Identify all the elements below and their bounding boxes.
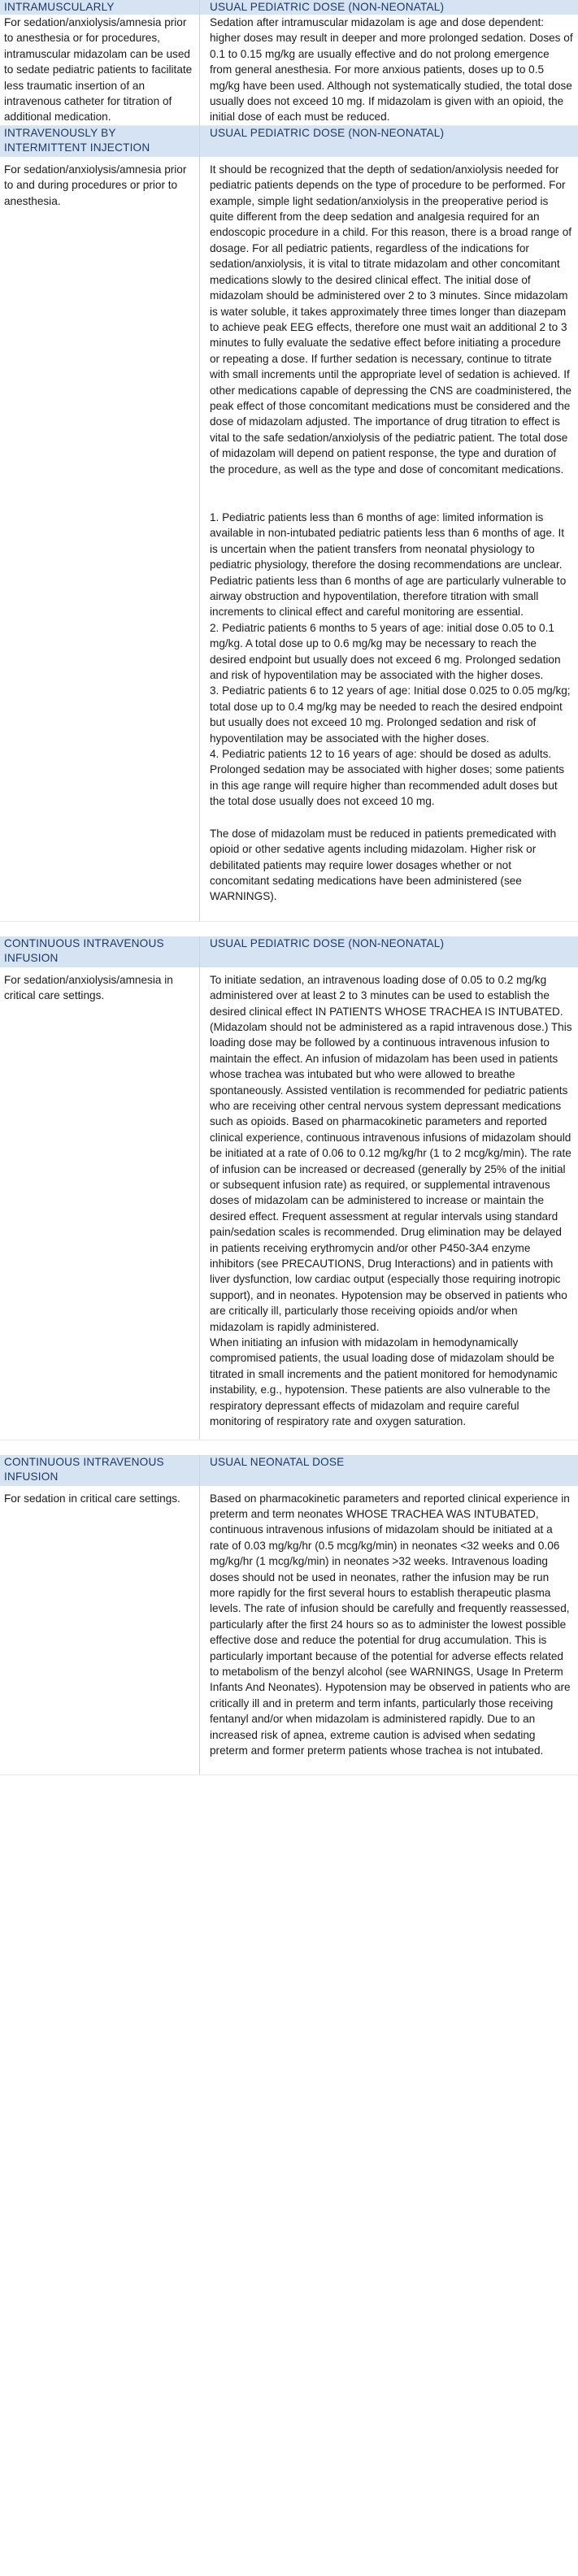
indication-text: For sedation/anxiolysis/amnesia in critical care settings. — [0, 967, 200, 1440]
dose-text — [200, 15, 578, 125]
section-continuous-infusion-neonatal — [0, 1455, 578, 1776]
section-body — [0, 967, 578, 1440]
indication-text: For sedation/anxiolysis/amnesia prior to and during procedures or prior to anesthesia. — [0, 157, 200, 921]
section-continuous-infusion-pediatric — [0, 936, 578, 1440]
section-header — [0, 126, 578, 157]
dose-text — [200, 157, 578, 921]
dose-paragraph: It should be recognized that the depth of sedation/anxiolysis needed for pediatric patients depends on the type of procedure to be performed. For example, simple light sedation/anxiolysis in the preoperative period is quite different from the deep sedation and analgesia required for an endoscopic procedure in a child. For this reason, there is a broad range of dosage. For all pediatric patients, regardless of the indications for sedation/anxiolysis, it is vital to titrate midazolam and other concomitant medications slowly to the desired clinical effect. The initial dose of midazolam should be administered over 2 to 3 minutes. Since midazolam is water soluble, it takes approximately three times longer than diazepam to achieve peak EEG effects, therefore one must wait an additional 2 to 3 minutes to fully evaluate the sedative effect before initiating a procedure or repeating a dose. If further sedation is necessary, continue to titrate with small increments until the appropriate level of sedation is achieved. If other medications capable of depressing the CNS are coadministered, the peak effect of those concomitant medications must be considered and the dose of midazolam adjusted. The importance of drug titration to effect is vital to the safe sedation/anxiolysis of the pediatric patient. The total dose of midazolam will depend on patient response, the type and duration of the procedure, as well as the type and dose of concomitant medications. — [210, 163, 572, 476]
section-body — [0, 1486, 578, 1775]
dose-paragraph: Based on pharmacokinetic parameters and reported clinical experience in preterm and term neonates WHOSE TRACHEA WAS INTUBATED, continuous intravenous infusions of midazolam should be initiated at a rate of 0.03 mg/kg/hr (0.5 mcg/kg/min) in neonates <32 weeks and 0.06 mg/kg/hr (1 mcg/kg/min) in neonates >32 weeks. Intravenous loading doses should not be used in neonates, rather the infusion may be run more rapidly for the first several hours to establish therapeutic plasma levels. The rate of infusion should be carefully and frequently reassessed, particularly after the first 24 hours so as to administer the lowest possible effective dose and reduce the potential for drug accumulation. This is particularly important because of the potential for adverse effects related to metabolism of the benzyl alcohol (see WARNINGS, Usage In Preterm Infants And Neonates). Hypotension may be observed in patients who are critically ill and in preterm and term infants, particularly those receiving fentanyl and/or when midazolam is administered rapidly. Due to an increased risk of apnea, extreme caution is advised when sedating preterm and former preterm patients whose trachea is not intubated. — [210, 1492, 571, 1757]
age-group-item: 1. Pediatric patients less than 6 months of age: limited information is available in non-intubated pediatric patients less than 6 months of age. It is uncertain when the patient transfers from neonatal physiology to pediatric physiology, therefore the dosing recommendations are unclear. Pediatric patients less than 6 months of age are particularly vulnerable to airway obstruction and hypoventilation, therefore titration with small increments to clinical effect and careful monitoring are essential. — [210, 510, 567, 619]
section-intramuscular — [0, 0, 578, 126]
dose-label: USUAL NEONATAL DOSE — [210, 1455, 345, 1468]
section-header — [0, 936, 578, 967]
indication-text: For sedation in critical care settings. — [0, 1486, 200, 1775]
dose-paragraph: To initiate sedation, an intravenous loading dose of 0.05 to 0.2 mg/kg administered over at least 2 to 3 minutes can be used to establish the desired clinical effect IN PATIENTS WHOSE TRACHEA IS INTUBATED. (Midazolam should not be administered as a rapid intravenous dose.) This loading dose may be followed by a continuous intravenous infusion to maintain the effect. An infusion of midazolam has been used in patients whose trachea was intubated but who were allowed to breathe spontaneously. Assisted ventilation is recommended for pediatric patients who are receiving other central nervous system depressant medications such as opioids. Based on pharmacokinetic parameters and reported clinical experience, continuous intravenous infusions of midazolam should be initiated at a rate of 0.06 to 0.12 mg/kg/hr (1 to 2 mcg/kg/min). The rate of infusion can be increased or decreased (generally by 25% of the initial or subsequent infusion rate) as required, or supplemental intravenous doses of midazolam can be administered to increase or maintain the desired effect. Frequent assessment at regular intervals using standard pain/sedation scales is recommended. Drug elimination may be delayed in patients receiving erythromycin and/or other P450-3A4 enzyme inhibitors (see PRECAUTIONS, Drug Interactions) and in patients with liver dysfunction, low cardiac output (especially those requiring inotropic support), and in neonates. Hypotension may be observed in patients who are critically ill, particularly those receiving opioids and/or when midazolam is rapidly administered. — [210, 973, 572, 1333]
section-body — [0, 157, 578, 921]
section-header — [0, 0, 578, 15]
dose-label: USUAL PEDIATRIC DOSE (NON-NEONATAL) — [210, 126, 445, 139]
indication-text: For sedation/anxiolysis/amnesia prior to anesthesia or for procedures, intramuscular midazolam can be used to sedate pediatric patients to facilitate less traumatic insertion of an intravenous catheter for titration of additional medication. — [0, 15, 200, 125]
route-label: INTRAMUSCULARLY — [0, 0, 200, 15]
age-group-item: 2. Pediatric patients 6 months to 5 years of age: initial dose 0.05 to 0.1 mg/kg. A total dose up to 0.6 mg/kg may be necessary to reach the desired endpoint but usually does not exceed 6 mg. Prolonged sedation and risk of hypoventilation may be associated with the higher doses. — [210, 621, 561, 682]
route-label: INTRAVENOUSLY BY INTERMITTENT INJECTION — [0, 126, 200, 157]
dose-paragraph: When initiating an infusion with midazolam in hemodynamically compromised patients, the usual loading dose of midazolam should be titrated in small increments and the patient monitored for hemodynamic instability, e.g., hypotension. These patients are also vulnerable to the respiratory depressant effects of midazolam and require careful monitoring of respiratory rate and oxygen saturation. — [210, 1336, 558, 1428]
dose-paragraph: Sedation after intramuscular midazolam is age and dose dependent: higher doses may result in deeper and more prolonged sedation. Doses of 0.1 to 0.15 mg/kg are usually effective and do not prolong emergence from general anesthesia. For more anxious patients, doses up to 0.5 mg/kg have been used. Although not systematically studied, the total dose usually does not exceed 10 mg. If midazolam is given with an opioid, the initial dose of each must be reduced. — [210, 16, 573, 124]
dose-label: USUAL PEDIATRIC DOSE (NON-NEONATAL) — [210, 936, 445, 949]
closing-paragraph: The dose of midazolam must be reduced in patients premedicated with opioid or other sedative agents including midazolam. Higher risk or debilitated patients may require lower dosages whether or not concomitant sedating medications have been administered (see WARNINGS). — [210, 827, 557, 903]
route-label: CONTINUOUS INTRAVENOUS INFUSION — [0, 1455, 200, 1486]
section-body — [0, 15, 578, 125]
age-group-item: 3. Pediatric patients 6 to 12 years of age: Initial dose 0.025 to 0.05 mg/kg; total dose up to 0.4 mg/kg may be needed to reach the desired endpoint but usually does not exceed 10 mg. Prolonged sedation and risk of hypoventilation may be associated with the higher doses. — [210, 684, 571, 745]
dose-text — [200, 967, 578, 1440]
dose-label: USUAL PEDIATRIC DOSE (NON-NEONATAL) — [210, 1, 445, 13]
route-label: CONTINUOUS INTRAVENOUS INFUSION — [0, 936, 200, 967]
section-header — [0, 1455, 578, 1486]
dose-text — [200, 1486, 578, 1775]
age-group-item: 4. Pediatric patients 12 to 16 years of age: should be dosed as adults. Prolonged sedation may be associated with higher doses; some patients in this age range will require higher than recommended adult doses but the total dose usually does not exceed 10 mg. — [210, 748, 565, 808]
section-intermittent-injection — [0, 126, 578, 922]
